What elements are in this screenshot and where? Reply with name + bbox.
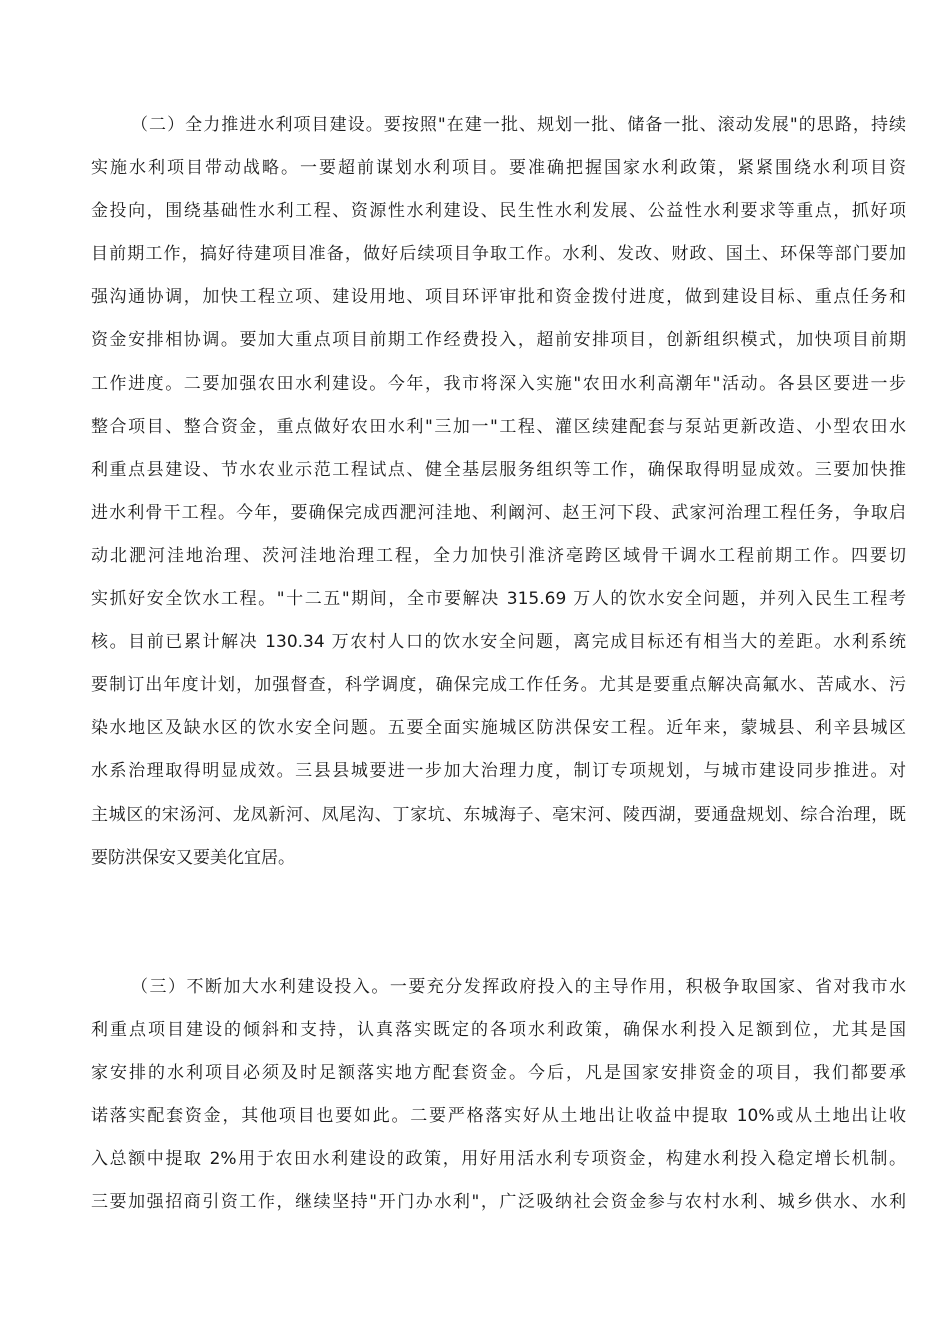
paragraph-line: 整合项目、整合资金，重点做好农田水利"三加一"工程、灌区续建配套与泵站更新改造、小型农田水 (91, 416, 906, 437)
paragraph-line: （二）全力推进水利项目建设。要按照"在建一批、规划一批、储备一批、滚动发展"的思路，持续 (131, 115, 906, 135)
paragraph-line: 要防洪保安又要美化宜居。 (91, 847, 295, 868)
paragraph-line: 诺落实配套资金，其他项目也要如此。二要严格落实好从土地出让收益中提取 10%或从土地出让收 (91, 1106, 906, 1127)
paragraph-line: 目前期工作，搞好待建项目准备，做好后续项目争取工作。水利、发改、财政、国土、环保等部门要加 (91, 244, 906, 265)
paragraph-line: 进水利骨干工程。今年，要确保完成西淝河洼地、利阚河、赵王河下段、武家河治理工程任务，争取启 (91, 502, 906, 523)
paragraph-line: 动北淝河洼地治理、茨河洼地治理工程，全力加快引淮济亳跨区域骨干调水工程前期工作。四要切 (91, 545, 906, 566)
paragraph-line: 实施水利项目带动战略。一要超前谋划水利项目。要准确把握国家水利政策，紧紧围绕水利项目资 (91, 158, 906, 179)
paragraph-line: 利重点项目建设的倾斜和支持，认真落实既定的各项水利政策，确保水利投入足额到位，尤其是国 (91, 1020, 906, 1041)
paragraph-line: 核。目前已累计解决 130.34 万农村人口的饮水安全问题，离完成目标还有相当大的差距。水利系统 (91, 632, 906, 653)
paragraph-line: 利重点县建设、节水农业示范工程试点、健全基层服务组织等工作，确保取得明显成效。三要加快推 (91, 459, 906, 480)
paragraph-line: 强沟通协调，加快工程立项、建设用地、项目环评审批和资金拨付进度，做到建设目标、重点任务和 (91, 287, 906, 308)
paragraph-line: 资金安排相协调。要加大重点项目前期工作经费投入，超前安排项目，创新组织模式，加快项目前期 (91, 330, 906, 351)
paragraph-line: 主城区的宋汤河、龙凤新河、凤尾沟、丁家坑、东城海子、亳宋河、陵西湖，要通盘规划、综合治理，既 (91, 804, 906, 825)
paragraph-line: 入总额中提取 2%用于农田水利建设的政策，用好用活水利专项资金，构建水利投入稳定增长机制。 (91, 1149, 906, 1170)
paragraph-line: 家安排的水利项目必须及时足额落实地方配套资金。今后，凡是国家安排资金的项目，我们都要承 (91, 1063, 906, 1084)
paragraph-line: 三要加强招商引资工作，继续坚持"开门办水利"，广泛吸纳社会资金参与农村水利、城乡供水、水利 (91, 1192, 906, 1213)
paragraph-line: 工作进度。二要加强农田水利建设。今年，我市将深入实施"农田水利高潮年"活动。各县区要进一步 (91, 373, 906, 394)
paragraph-line: 要制订出年度计划，加强督查，科学调度，确保完成工作任务。尤其是要重点解决高氟水、苦咸水、污 (91, 675, 906, 696)
paragraph-line: 染水地区及缺水区的饮水安全问题。五要全面实施城区防洪保安工程。近年来，蒙城县、利辛县城区 (91, 718, 906, 739)
paragraph-line: 水系治理取得明显成效。三县县城要进一步加大治理力度，制订专项规划，与城市建设同步推进。对 (91, 761, 906, 782)
paragraph-line: （三）不断加大水利建设投入。一要充分发挥政府投入的主导作用，积极争取国家、省对我市水 (131, 977, 906, 997)
paragraph-water-investment (91, 966, 906, 1225)
paragraph-water-project-construction (91, 104, 906, 880)
paragraph-line: 实抓好安全饮水工程。"十二五"期间，全市要解决 315.69 万人的饮水安全问题，并列入民生工程考 (91, 589, 906, 610)
paragraph-line: 金投向，围绕基础性水利工程、资源性水利建设、民生性水利发展、公益性水利要求等重点，抓好项 (91, 201, 906, 222)
